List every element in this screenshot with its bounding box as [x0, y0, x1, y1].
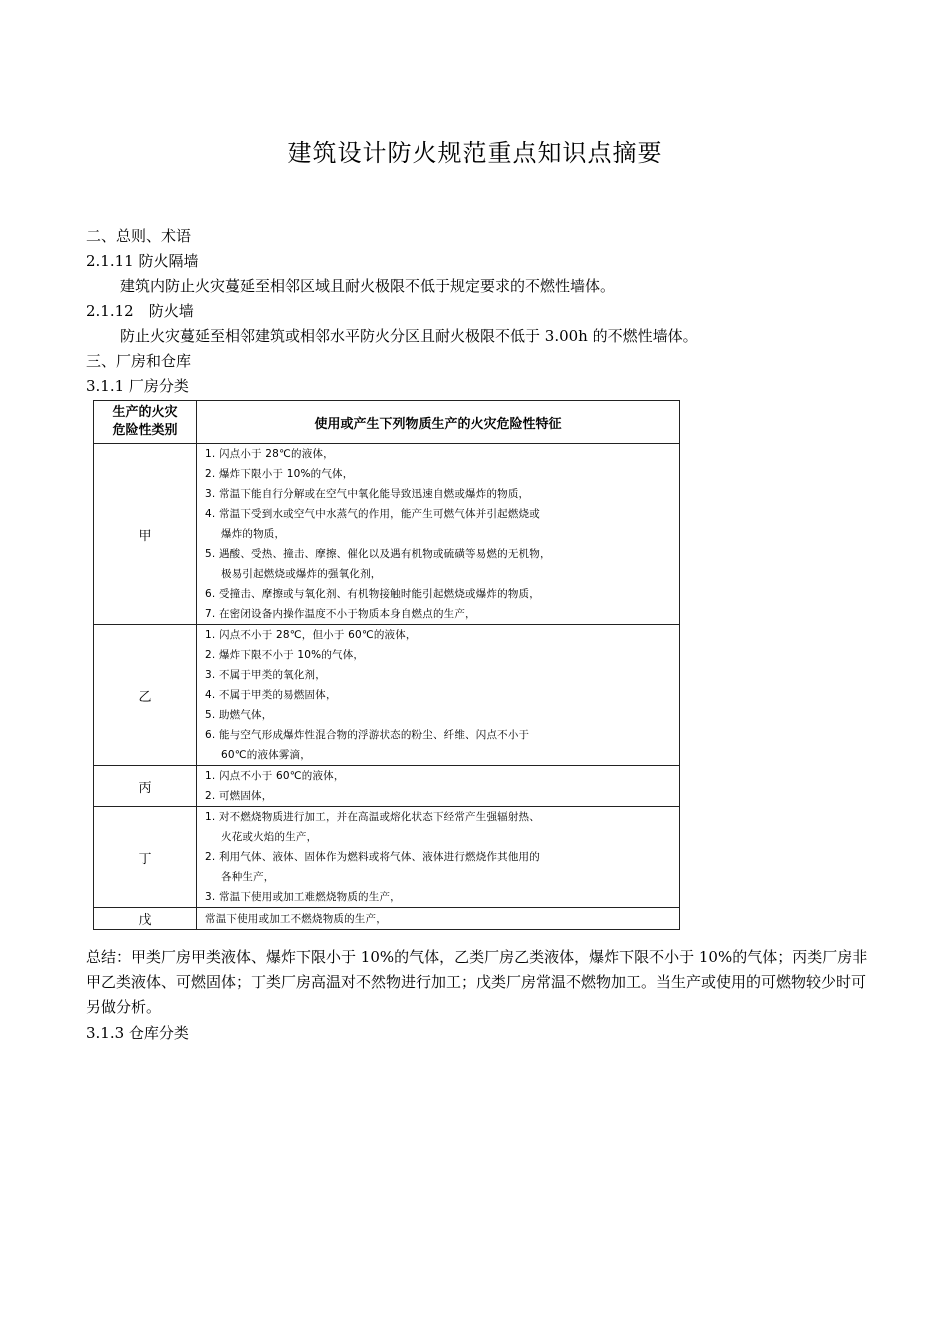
header-feature: 使用或产生下列物质生产的火灾危险性特征 — [197, 401, 680, 444]
category-cell: 戊 — [94, 908, 197, 930]
category-cell: 丁 — [94, 807, 197, 908]
header-category-line-2: 危险性类别 — [112, 423, 178, 438]
feature-item: 6. 能与空气形成爆炸性混合物的浮游状态的粉尘、纤维、闪点不小于 — [205, 729, 530, 741]
header-category-line-1: 生产的火灾 — [112, 405, 178, 420]
table-row — [94, 444, 680, 625]
feature-item: 2. 可燃固体， — [205, 790, 273, 802]
feature-item: 6. 受撞击、摩擦或与氧化剂、有机物接触时能引起燃烧或爆炸的物质， — [205, 588, 540, 600]
feature-item: 1. 闪点不小于 28℃，但小于 60℃的液体， — [205, 629, 417, 641]
feature-item-continuation: 各种生产， — [221, 871, 275, 883]
table-row — [94, 625, 680, 766]
table-row — [94, 766, 680, 807]
feature-item: 4. 不属于甲类的易燃固体， — [205, 689, 337, 701]
feature-item: 3. 不属于甲类的氧化剂， — [205, 669, 326, 681]
feature-cell — [197, 766, 680, 807]
clause-2-1-12-definition: 防止火灾蔓延至相邻建筑或相邻水平防火分区且耐火极限不低于 3.00h 的不燃性墙体。 — [120, 327, 698, 345]
feature-cell — [197, 625, 680, 766]
feature-item: 1. 闪点小于 28℃的液体， — [205, 448, 334, 460]
feature-item: 5. 助燃气体， — [205, 709, 273, 721]
clause-2-1-12-heading: 2.1.12 防火墙 — [86, 302, 194, 320]
clause-3-1-3-heading: 3.1.3 仓库分类 — [86, 1024, 189, 1042]
feature-cell — [197, 444, 680, 625]
feature-cell — [197, 807, 680, 908]
summary-paragraph: 总结：甲类厂房甲类液体、爆炸下限小于 10%的气体，乙类厂房乙类液体，爆炸下限不小于 10%的气体；丙类厂房非甲乙类液体、可燃固体；丁类厂房高温对不然物进行加工；戊类厂房常温不燃物加工。当生产或使用的可燃物较少时可另做分析。 — [86, 948, 868, 1016]
feature-item: 4. 常温下受到水或空气中水蒸气的作用，能产生可燃气体并引起燃烧或 — [205, 508, 540, 520]
feature-item-continuation: 极易引起燃烧或爆炸的强氧化剂， — [221, 568, 382, 580]
feature-item: 2. 利用气体、液体、固体作为燃料或将气体、液体进行燃烧作其他用的 — [205, 851, 540, 863]
category-cell: 甲 — [94, 444, 197, 625]
feature-item: 7. 在密闭设备内操作温度不小于物质本身自燃点的生产， — [205, 608, 476, 620]
feature-item-continuation: 爆炸的物质， — [221, 528, 286, 540]
feature-item: 5. 遇酸、受热、撞击、摩擦、催化以及遇有机物或硫磺等易燃的无机物， — [205, 548, 551, 560]
clause-3-1-1-heading: 3.1.1 厂房分类 — [86, 377, 189, 395]
section-heading-general: 二、总则、术语 — [86, 227, 192, 245]
feature-item: 3. 常温下能自行分解或在空气中氧化能导致迅速自燃或爆炸的物质， — [205, 488, 530, 500]
header-category — [94, 401, 197, 444]
feature-item: 1. 对不燃烧物质进行加工，并在高温或熔化状态下经常产生强辐射热、 — [205, 811, 540, 823]
factory-classification-table — [93, 400, 680, 930]
category-cell: 丙 — [94, 766, 197, 807]
feature-item: 3. 常温下使用或加工难燃烧物质的生产， — [205, 891, 401, 903]
page-title: 建筑设计防火规范重点知识点摘要 — [287, 139, 663, 167]
feature-cell — [197, 908, 680, 930]
section-heading-factories: 三、厂房和仓库 — [86, 352, 192, 370]
clause-2-1-11-heading: 2.1.11 防火隔墙 — [86, 252, 199, 270]
feature-item: 2. 爆炸下限小于 10%的气体， — [205, 468, 354, 480]
table-header-row — [94, 401, 680, 444]
table-row — [94, 908, 680, 930]
feature-item: 2. 爆炸下限不小于 10%的气体， — [205, 649, 365, 661]
clause-2-1-11-definition: 建筑内防止火灾蔓延至相邻区域且耐火极限不低于规定要求的不燃性墙体。 — [120, 277, 616, 295]
feature-item: 1. 闪点不小于 60℃的液体， — [205, 770, 345, 782]
feature-item: 常温下使用或加工不燃烧物质的生产， — [205, 912, 387, 925]
feature-item-continuation: 60℃的液体雾滴， — [221, 749, 311, 761]
feature-item-continuation: 火花或火焰的生产， — [221, 831, 318, 843]
table-row — [94, 807, 680, 908]
category-cell: 乙 — [94, 625, 197, 766]
